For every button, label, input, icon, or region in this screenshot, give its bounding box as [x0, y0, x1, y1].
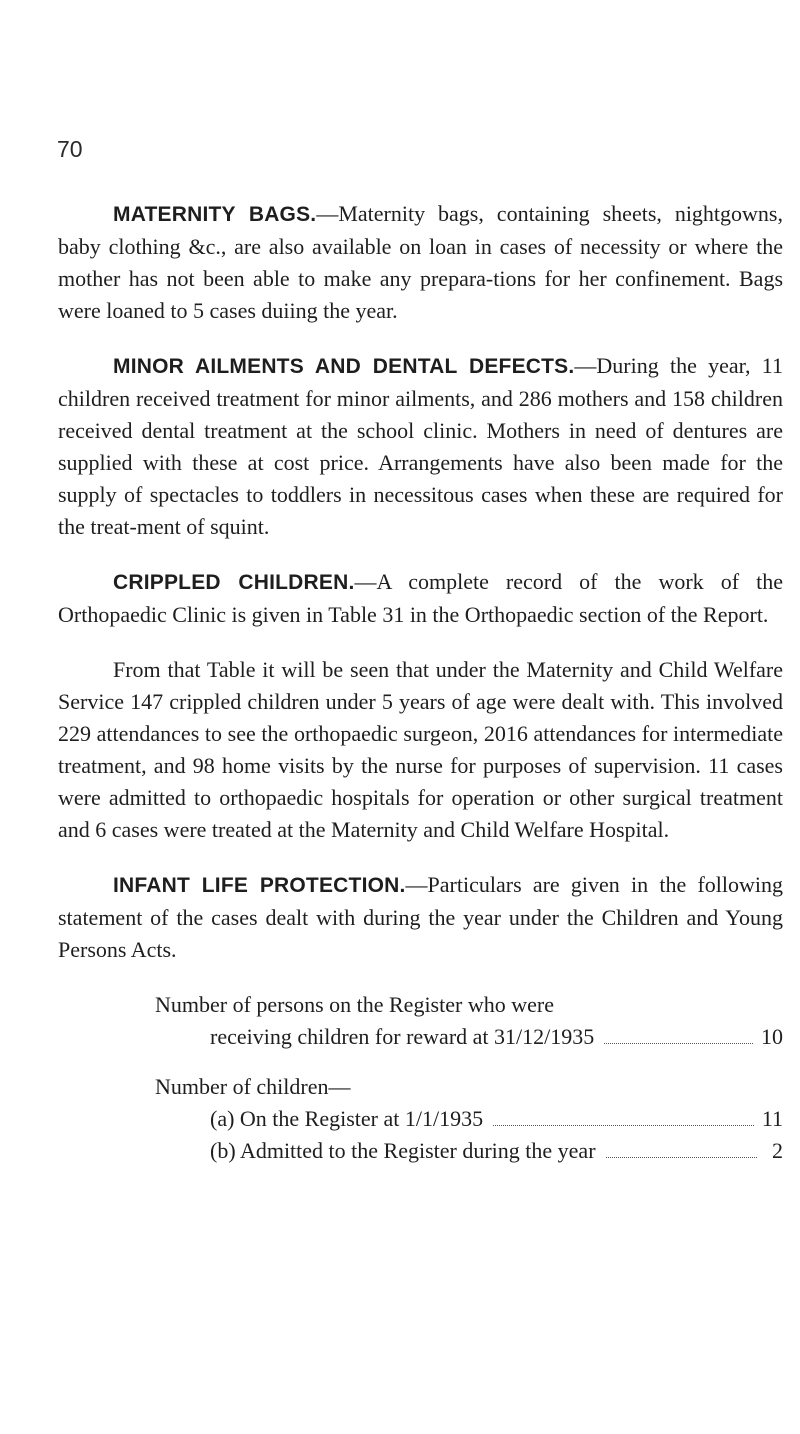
statement-table	[155, 989, 783, 1167]
paragraph-text: —A complete record of the work of the Orthopaedic Clinic is given in Table 31 in the Orthopaedic section of the Report.	[58, 569, 783, 627]
heading-minor-ailments: MINOR AILMENTS AND DENTAL DEFECTS.	[113, 355, 575, 378]
dot-leader	[493, 1124, 754, 1126]
statement-label: (a) On the Register at 1/1/1935	[210, 1106, 484, 1131]
spacer	[155, 1053, 783, 1071]
statement-row-persons-heading	[155, 989, 783, 1021]
statement-row-children-heading	[155, 1071, 783, 1103]
paragraph-minor-ailments	[58, 350, 783, 543]
statement-row-children-b	[155, 1135, 783, 1167]
statement-value: 11	[761, 1106, 783, 1131]
paragraph-infant-life-protection	[58, 869, 783, 966]
heading-maternity-bags: MATERNITY BAGS.	[113, 203, 317, 226]
page-number: 70	[57, 136, 83, 162]
paragraph-text: From that Table it will be seen that under the Maternity and Child Welfare Service 147 crippled children under 5 years of age were dealt with. This involved 229 attendances to see the orthopaedic surgeon, 2016 attendances for intermediate treatment, and 98 home visits by the nurse for purposes of supervision. 11 cases were admitted to orthopaedic hospitals for operation or other surgical treatment and 6 cases were treated at the Maternity and Child Welfare Hospital.	[58, 657, 783, 842]
statement-label: Number of persons on the Register who were	[155, 992, 554, 1017]
dot-leader	[604, 1042, 753, 1044]
paragraph-orthopaedic-details	[58, 654, 783, 846]
paragraph-text: —During the year, 11 children received treatment for minor ailments, and 286 mothers and 158 children received dental treatment at the school clinic. Mothers in need of dentures are supplied with these at cost price. Arrangements have also been made for the supply of spectacles to toddlers in necessitous cases when these are required for the treat-ment of squint.	[58, 353, 783, 539]
paragraph-crippled-children	[58, 566, 783, 631]
statement-value: 10	[761, 1024, 783, 1049]
paragraph-text: —Particulars are given in the following statement of the cases dealt with during the year under the Children and Young Persons Acts.	[58, 872, 783, 962]
dot-leader	[606, 1156, 757, 1158]
paragraph-maternity-bags	[58, 198, 783, 327]
statement-value: 2	[772, 1138, 783, 1163]
heading-crippled-children: CRIPPLED CHILDREN.	[113, 571, 355, 594]
statement-row-children-a	[155, 1103, 783, 1135]
heading-infant-life-protection: INFANT LIFE PROTECTION.	[113, 874, 406, 897]
body-text	[58, 198, 783, 1167]
statement-label: receiving children for reward at 31/12/1935	[210, 1024, 595, 1049]
statement-label: Number of children—	[155, 1074, 351, 1099]
paragraph-text: —Maternity bags, containing sheets, nightgowns, baby clothing &c., are also available on loan in cases of necessity or where the mother has not been able to make any prepara-tions for her confinement. Bags were loaned to 5 cases duiing the year.	[58, 201, 783, 323]
statement-row-persons	[155, 1021, 783, 1053]
statement-label: (b) Admitted to the Register during the year	[210, 1138, 596, 1163]
